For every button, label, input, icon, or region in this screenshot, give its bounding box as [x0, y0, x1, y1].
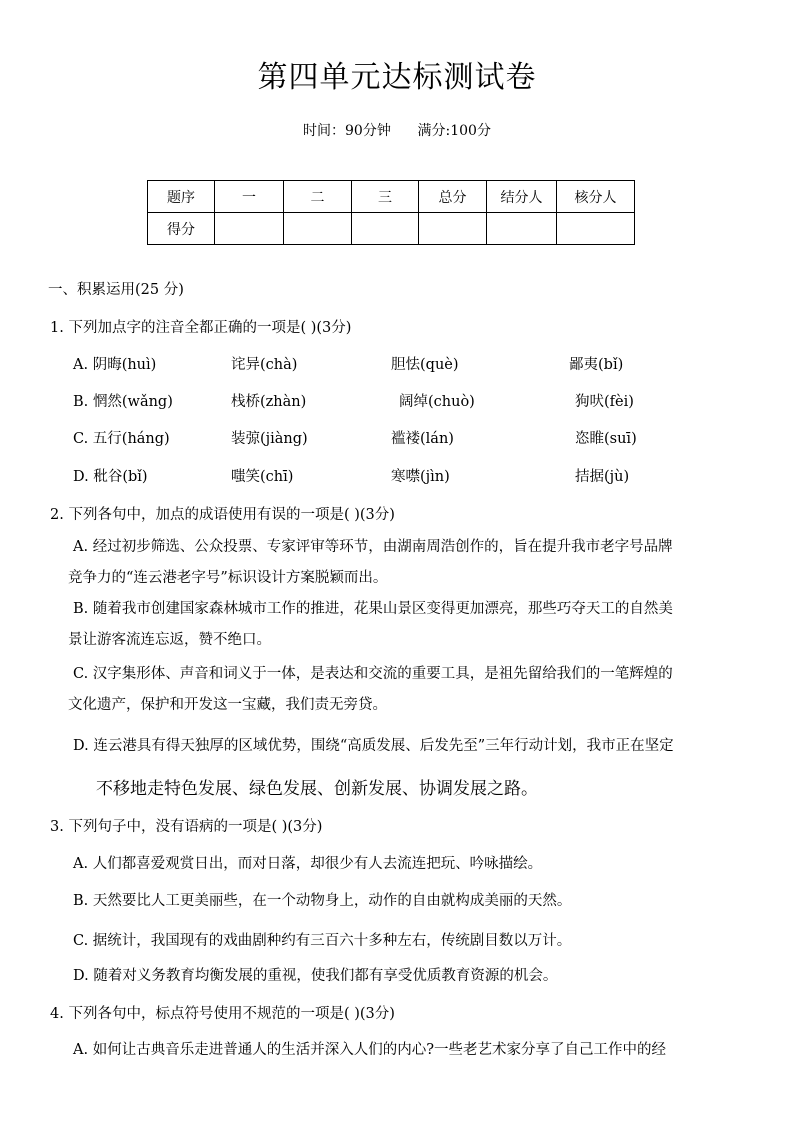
score-table-score-row — [148, 213, 635, 245]
score-cell[interactable] — [352, 213, 419, 245]
score-cell[interactable] — [557, 213, 635, 245]
score-cell[interactable] — [419, 213, 487, 245]
option-c-line2: 文化遗产，保护和开发这一宝藏，我们责无旁贷。 — [68, 697, 387, 713]
option-a — [68, 532, 745, 594]
score-table-header-row — [148, 181, 635, 213]
option-d-line2: 不移地走特色发展、绿色发展、创新发展、协调发展之路。 — [96, 779, 538, 799]
option-b-word: 狗吠(fèi) — [575, 394, 634, 410]
option-d: D. 随着对义务教育均衡发展的重视，使我们都有享受优质教育资源的机会。 — [73, 968, 558, 984]
option-a-word: 诧异(chà) — [231, 357, 298, 373]
score-cell[interactable] — [487, 213, 557, 245]
option-c — [68, 659, 745, 721]
option-b: B. 天然要比人工更美丽些，在一个动物身上，动作的自由就构成美丽的天然。 — [73, 893, 572, 909]
option-c-word: 恣睢(suī) — [575, 431, 637, 447]
header-cell: 核分人 — [557, 181, 635, 213]
option-b: B. 惘然(wǎng) — [73, 394, 173, 410]
header-cell: 三 — [352, 181, 419, 213]
header-cell: 二 — [284, 181, 352, 213]
option-a-word: 胆怯(què) — [391, 357, 459, 373]
option-a: A. 如何让古典音乐走进普通人的生活并深入人们的内心?一些老艺术家分享了自己工作中的经 — [73, 1042, 666, 1058]
option-d-word: 嗤笑(chī) — [231, 469, 294, 485]
option-d: D. 秕谷(bǐ) — [73, 469, 148, 485]
option-a-line1: A. 经过初步筛选、公众投票、专家评审等环节，由湖南周浩创作的，旨在提升我市老字号品牌 — [73, 539, 673, 555]
score-cell[interactable] — [215, 213, 284, 245]
row-label-cell: 得分 — [148, 213, 215, 245]
option-c-word: 装弶(jiàng) — [231, 431, 308, 447]
section-heading: 一、积累运用(25 分) — [48, 282, 184, 298]
option-c: C. 据统计，我国现有的戏曲剧种约有三百六十多种左右，传统剧目数以万计。 — [73, 933, 572, 949]
option-c-line1: C. 汉字集形体、声音和词义于一体，是表达和交流的重要工具，是祖先留给我们的一笔辉煌的 — [73, 666, 673, 682]
question-stem: 1. 下列加点字的注音全都正确的一项是( )(3分) — [50, 320, 352, 336]
option-d-line1: D. 连云港具有得天独厚的区域优势，围绕“高质发展、后发先至”三年行动计划，我市正在坚定 — [73, 738, 674, 754]
option-b — [68, 594, 745, 656]
option-b-word: 阔绰(chuò) — [399, 394, 475, 410]
option-b-word: 栈桥(zhàn) — [231, 394, 307, 410]
option-a: A. 阴晦(huì) — [73, 357, 157, 373]
score-cell[interactable] — [284, 213, 352, 245]
option-a-word: 鄙夷(bǐ) — [569, 357, 624, 373]
option-b-line2: 景让游客流连忘返，赞不绝口。 — [68, 632, 271, 648]
question-stem: 2. 下列各句中，加点的成语使用有误的一项是( )(3分) — [50, 507, 395, 523]
option-a: A. 人们都喜爱观赏日出，而对日落，却很少有人去流连把玩、吟咏描绘。 — [73, 856, 543, 872]
option-b-line1: B. 随着我市创建国家森林城市工作的推进，花果山景区变得更加漂亮，那些巧夺天工的自然美 — [73, 601, 673, 617]
header-cell: 题序 — [148, 181, 215, 213]
page-title: 第四单元达标测试卷 — [257, 60, 537, 95]
question-stem: 4. 下列各句中，标点符号使用不规范的一项是( )(3分) — [50, 1006, 395, 1022]
option-d-word: 拮据(jù) — [575, 469, 630, 485]
header-cell: 总分 — [419, 181, 487, 213]
option-a-line2: 竞争力的“连云港老字号”标识设计方案脱颖而出。 — [68, 570, 388, 586]
header-cell: 一 — [215, 181, 284, 213]
option-c: C. 五行(háng) — [73, 431, 170, 447]
question-stem: 3. 下列句子中，没有语病的一项是( )(3分) — [50, 819, 323, 835]
header-cell: 结分人 — [487, 181, 557, 213]
exam-info: 时间：90分钟 满分:100分 — [303, 123, 491, 139]
score-table — [147, 180, 635, 245]
option-d-word: 寒噤(jìn) — [391, 469, 450, 485]
option-c-word: 褴褛(lán) — [391, 431, 454, 447]
